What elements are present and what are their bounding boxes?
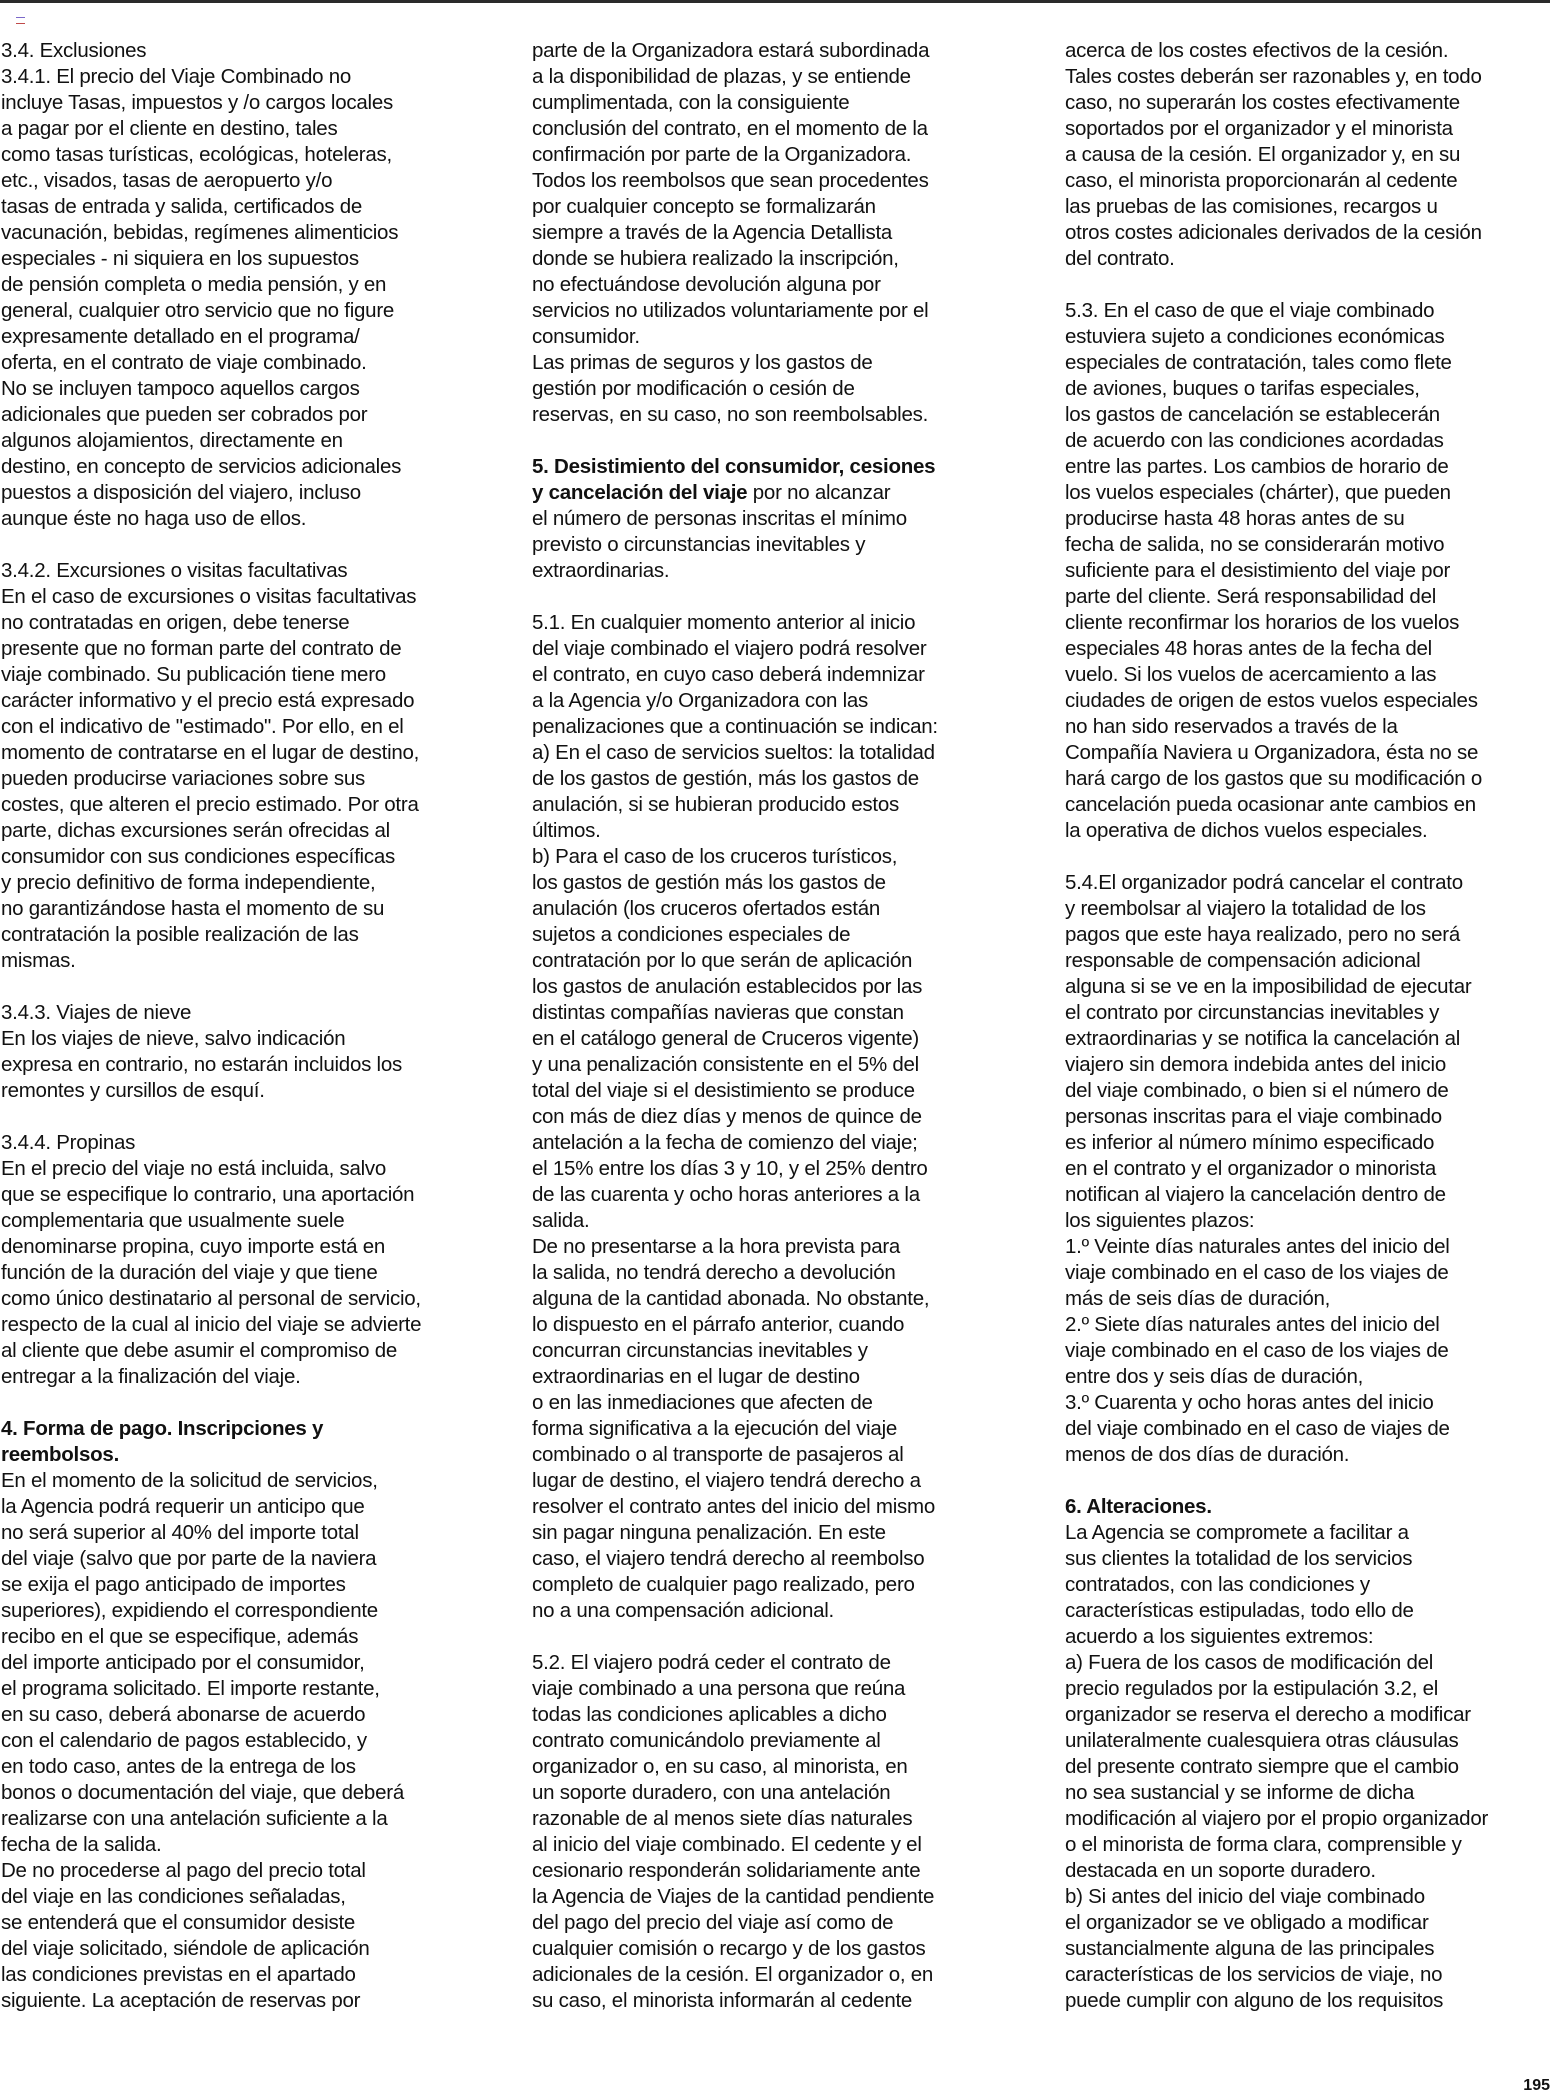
text-line: responsable de compensación adicional xyxy=(1065,949,1421,972)
text-line: con el calendario de pagos establecido, y xyxy=(1,1729,367,1752)
text-line: del viaje solicitado, siéndole de aplicación xyxy=(1,1937,370,1960)
text-line: el número de personas inscritas el mínimo xyxy=(532,507,907,530)
text-line: viaje combinado. Su publicación tiene mero xyxy=(1,663,386,686)
text-line: Las primas de seguros y los gastos de xyxy=(532,351,873,374)
text-line: sin pagar ninguna penalización. En este xyxy=(532,1521,886,1544)
text-line: como tasas turísticas, ecológicas, hoteleras, xyxy=(1,143,392,166)
text-line: vuelo. Si los vuelos de acercamiento a las xyxy=(1065,663,1437,686)
text-line: De no procederse al pago del precio total xyxy=(1,1859,366,1882)
text-line: total del viaje si el desistimiento se produce xyxy=(532,1079,915,1102)
text-line: últimos. xyxy=(532,819,601,842)
text-line: 3.4.1. El precio del Viaje Combinado no xyxy=(1,65,351,88)
text-line: hará cargo de los gastos que su modificación o xyxy=(1065,767,1482,790)
text-line: gestión por modificación o cesión de xyxy=(532,377,855,400)
text-line: del presente contrato siempre que el cambio xyxy=(1065,1755,1459,1778)
text-line: el organizador se ve obligado a modificar xyxy=(1065,1911,1429,1934)
text-line: adicionales que pueden ser cobrados por xyxy=(1,403,368,426)
text-line: fecha de salida, no se considerarán motivo xyxy=(1065,533,1445,556)
text-line: más de seis días de duración, xyxy=(1065,1287,1331,1310)
text-line: a) Fuera de los casos de modificación del xyxy=(1065,1651,1434,1674)
section-heading: reembolsos. xyxy=(1,1443,120,1466)
text-line: de los gastos de gestión, más los gastos de xyxy=(532,767,919,790)
heading-continuation: por no alcanzar xyxy=(747,481,891,504)
text-line: parte, dichas excursiones serán ofrecidas al xyxy=(1,819,390,842)
text-line: La Agencia se compromete a facilitar a xyxy=(1065,1521,1409,1544)
text-line: siguiente. La aceptación de reservas por xyxy=(1,1989,361,2012)
text-line: 5.4.El organizador podrá cancelar el contrato xyxy=(1065,871,1463,894)
text-line: pagos que este haya realizado, pero no será xyxy=(1065,923,1460,946)
text-line: Compañía Naviera u Organizadora, ésta no se xyxy=(1065,741,1479,764)
text-line: En el caso de excursiones o visitas facultativas xyxy=(1,585,417,608)
heading-line xyxy=(532,480,1022,506)
text-line: contratación la posible realización de las xyxy=(1,923,359,946)
text-line: características de los servicios de viaje, no xyxy=(1065,1963,1443,1986)
text-line: En el precio del viaje no está incluida, salvo xyxy=(1,1157,387,1180)
text-line: los siguientes plazos: xyxy=(1065,1209,1255,1232)
text-line: y precio definitivo de forma independiente, xyxy=(1,871,376,894)
section-heading: 6. Alteraciones. xyxy=(1065,1495,1212,1518)
text-column-2 xyxy=(532,38,1022,2014)
text-line: especiales - ni siquiera en los supuestos xyxy=(1,247,359,270)
text-line: suficiente para el desistimiento del viaje por xyxy=(1065,559,1451,582)
text-line: los gastos de gestión más los gastos de xyxy=(532,871,886,894)
text-line: del viaje combinado el viajero podrá resolver xyxy=(532,637,927,660)
text-line: no contratadas en origen, debe tenerse xyxy=(1,611,350,634)
text-line: parte de la Organizadora estará subordinada xyxy=(532,39,930,62)
text-line: organizador o, en su caso, al minorista, en xyxy=(532,1755,908,1778)
text-line: b) Para el caso de los cruceros turísticos, xyxy=(532,845,898,868)
text-line: servicios no utilizados voluntariamente por el xyxy=(532,299,929,322)
paragraph-gap xyxy=(1065,272,1549,298)
text-line: Todos los reembolsos que sean procedentes xyxy=(532,169,929,192)
text-line: no a una compensación adicional. xyxy=(532,1599,834,1622)
text-line: por cualquier concepto se formalizarán xyxy=(532,195,876,218)
text-line: el contrato, en cuyo caso deberá indemnizar xyxy=(532,663,925,686)
text-line: 3.4. Exclusiones xyxy=(1,39,147,62)
text-line: la Agencia podrá requerir un anticipo que xyxy=(1,1495,365,1518)
heading-line xyxy=(1,1416,491,1442)
text-line: general, cualquier otro servicio que no figure xyxy=(1,299,395,322)
text-line: De no presentarse a la hora prevista para xyxy=(532,1235,901,1258)
text-line: un soporte duradero, con una antelación xyxy=(532,1781,891,1804)
section-heading: 4. Forma de pago. Inscripciones y xyxy=(1,1417,324,1440)
text-line: puede cumplir con alguno de los requisitos xyxy=(1065,1989,1444,2012)
text-line: caso, no superarán los costes efectivamente xyxy=(1065,91,1460,114)
paragraph-gap xyxy=(1065,844,1549,870)
text-line: previsto o circunstancias inevitables y xyxy=(532,533,866,556)
text-line: a causa de la cesión. El organizador y, en su xyxy=(1065,143,1461,166)
section-heading: y cancelación del viaje xyxy=(532,481,748,504)
text-line: menos de dos días de duración. xyxy=(1065,1443,1350,1466)
text-line: entre dos y seis días de duración, xyxy=(1065,1365,1364,1388)
text-line: denominarse propina, cuyo importe está en xyxy=(1,1235,386,1258)
text-line: y una penalización consistente en el 5% del xyxy=(532,1053,919,1076)
text-line: reservas, en su caso, no son reembolsables. xyxy=(532,403,929,426)
text-line: o el minorista de forma clara, comprensible y xyxy=(1065,1833,1462,1856)
text-line: otros costes adicionales derivados de la cesión xyxy=(1065,221,1482,244)
text-line: aunque éste no haga uso de ellos. xyxy=(1,507,307,530)
text-line: momento de contratarse en el lugar de destino, xyxy=(1,741,420,764)
text-line: todas las condiciones aplicables a dicho xyxy=(532,1703,887,1726)
text-line: sus clientes la totalidad de los servicios xyxy=(1065,1547,1413,1570)
text-line: anulación, si se hubieran producido estos xyxy=(532,793,899,816)
text-line: complementaria que usualmente suele xyxy=(1,1209,345,1232)
text-line: acuerdo a los siguientes extremos: xyxy=(1065,1625,1374,1648)
text-line: cumplimentada, con la consiguiente xyxy=(532,91,850,114)
text-line: no han sido reservados a través de la xyxy=(1065,715,1398,738)
text-line: especiales 48 horas antes de la fecha del xyxy=(1065,637,1432,660)
text-line: con más de diez días y menos de quince de xyxy=(532,1105,922,1128)
text-line: función de la duración del viaje y que tiene xyxy=(1,1261,378,1284)
text-line: personas inscritas para el viaje combinado xyxy=(1065,1105,1442,1128)
text-line: las pruebas de las comisiones, recargos u xyxy=(1065,195,1438,218)
text-line: alguna de la cantidad abonada. No obstante, xyxy=(532,1287,930,1310)
text-line: contrato comunicándolo previamente al xyxy=(532,1729,881,1752)
text-line: extraordinarias. xyxy=(532,559,670,582)
text-line: antelación a la fecha de comienzo del viaje; xyxy=(532,1131,918,1154)
page-number: 195 xyxy=(1523,2077,1550,2094)
paragraph-gap xyxy=(1,974,491,1000)
text-line: sustancialmente alguna de las principales xyxy=(1065,1937,1435,1960)
text-line: adicionales de la cesión. El organizador o, en xyxy=(532,1963,934,1986)
text-line: de pensión completa o media pensión, y en xyxy=(1,273,387,296)
text-line: costes, que alteren el precio estimado. Por otra xyxy=(1,793,419,816)
text-line: se entenderá que el consumidor desiste xyxy=(1,1911,356,1934)
text-line: no sea sustancial y se informe de dicha xyxy=(1065,1781,1415,1804)
text-line: salida. xyxy=(532,1209,590,1232)
text-line: al inicio del viaje combinado. El cedente y el xyxy=(532,1833,922,1856)
text-line: en el catálogo general de Cruceros vigente) xyxy=(532,1027,919,1050)
text-line: del viaje combinado, o bien si el número de xyxy=(1065,1079,1449,1102)
text-line: la Agencia de Viajes de la cantidad pendiente xyxy=(532,1885,935,1908)
paragraph-gap xyxy=(1,532,491,558)
text-line: en su caso, deberá abonarse de acuerdo xyxy=(1,1703,366,1726)
text-line: sujetos a condiciones especiales de xyxy=(532,923,851,946)
text-line: en el contrato y el organizador o minorista xyxy=(1065,1157,1436,1180)
text-line: consumidor con sus condiciones específicas xyxy=(1,845,396,868)
text-line: presente que no forman parte del contrato de xyxy=(1,637,402,660)
text-line: en todo caso, antes de la entrega de los xyxy=(1,1755,356,1778)
heading-line xyxy=(532,454,1022,480)
text-line: cualquier comisión o recargo y de los gastos xyxy=(532,1937,926,1960)
text-line: expresamente detallado en el programa/ xyxy=(1,325,360,348)
text-line: consumidor. xyxy=(532,325,640,348)
text-line: la operativa de dichos vuelos especiales. xyxy=(1065,819,1428,842)
text-line: de las cuarenta y ocho horas anteriores a la xyxy=(532,1183,920,1206)
text-line: fecha de la salida. xyxy=(1,1833,162,1856)
text-line: bonos o documentación del viaje, que deberá xyxy=(1,1781,404,1804)
text-line: entregar a la finalización del viaje. xyxy=(1,1365,301,1388)
text-line: organizador se reserva el derecho a modificar xyxy=(1065,1703,1471,1726)
text-line: acerca de los costes efectivos de la cesión. xyxy=(1065,39,1449,62)
text-line: etc., visados, tasas de aeropuerto y/o xyxy=(1,169,333,192)
text-line: viajero sin demora indebida antes del inicio xyxy=(1065,1053,1447,1076)
text-line: confirmación por parte de la Organizadora. xyxy=(532,143,912,166)
text-line: no efectuándose devolución alguna por xyxy=(532,273,881,296)
text-line: tasas de entrada y salida, certificados de xyxy=(1,195,362,218)
text-line: recibo en el que se especifique, además xyxy=(1,1625,359,1648)
text-line: a pagar por el cliente en destino, tales xyxy=(1,117,338,140)
text-line: como único destinatario al personal de servicio, xyxy=(1,1287,421,1310)
text-line: forma significativa a la ejecución del viaje xyxy=(532,1417,898,1440)
text-line: viaje combinado en el caso de los viajes de xyxy=(1065,1261,1449,1284)
text-line: algunos alojamientos, directamente en xyxy=(1,429,343,452)
text-line: parte del cliente. Será responsabilidad del xyxy=(1065,585,1437,608)
paragraph-gap xyxy=(532,584,1022,610)
text-line: distintas compañías navieras que constan xyxy=(532,1001,904,1024)
paragraph-gap xyxy=(532,1624,1022,1650)
text-line: que se especifique lo contrario, una aportación xyxy=(1,1183,415,1206)
text-line: de acuerdo con las condiciones acordadas xyxy=(1065,429,1444,452)
text-line: 3.º Cuarenta y ocho horas antes del inicio xyxy=(1065,1391,1434,1414)
text-line: b) Si antes del inicio del viaje combinado xyxy=(1065,1885,1425,1908)
text-line: 2.º Siete días naturales antes del inicio del xyxy=(1065,1313,1440,1336)
text-line: la salida, no tendrá derecho a devolución xyxy=(532,1261,896,1284)
text-line: cliente reconfirmar los horarios de los vuelos xyxy=(1065,611,1460,634)
text-column-3 xyxy=(1065,38,1549,2014)
text-line: cancelación pueda ocasionar ante cambios en xyxy=(1065,793,1476,816)
section-heading: 5. Desistimiento del consumidor, cesiones xyxy=(532,455,936,478)
text-line: del viaje combinado en el caso de viajes de xyxy=(1065,1417,1450,1440)
text-line: unilateralmente cualesquiera otras cláusulas xyxy=(1065,1729,1459,1752)
text-line: es inferior al número mínimo especificado xyxy=(1065,1131,1435,1154)
paragraph-gap xyxy=(1065,1468,1549,1494)
text-line: a) En el caso de servicios sueltos: la totalidad xyxy=(532,741,935,764)
text-line: el contrato por circunstancias inevitables y xyxy=(1065,1001,1440,1024)
text-line: producirse hasta 48 horas antes de su xyxy=(1065,507,1405,530)
text-line: 5.2. El viajero podrá ceder el contrato de xyxy=(532,1651,891,1674)
text-line: con el indicativo de "estimado". Por ello, en el xyxy=(1,715,404,738)
heading-line xyxy=(1,1442,491,1468)
text-line: razonable de al menos siete días naturales xyxy=(532,1807,913,1830)
text-line: lo dispuesto en el párrafo anterior, cuando xyxy=(532,1313,905,1336)
text-line: de aviones, buques o tarifas especiales, xyxy=(1065,377,1420,400)
text-line: contratación por lo que serán de aplicación xyxy=(532,949,913,972)
text-line: expresa en contrario, no estarán incluidos los xyxy=(1,1053,403,1076)
text-line: su caso, el minorista informarán al cedente xyxy=(532,1989,913,2012)
text-line: las condiciones previstas en el apartado xyxy=(1,1963,356,1986)
text-line: resolver el contrato antes del inicio del mismo xyxy=(532,1495,935,1518)
text-line: caso, el minorista proporcionarán al cedente xyxy=(1065,169,1458,192)
text-line: los gastos de anulación establecidos por las xyxy=(532,975,923,998)
text-line: penalizaciones que a continuación se indican: xyxy=(532,715,938,738)
text-line: del importe anticipado por el consumidor, xyxy=(1,1651,365,1674)
text-line: viaje combinado a una persona que reúna xyxy=(532,1677,906,1700)
text-line: viaje combinado en el caso de los viajes de xyxy=(1065,1339,1449,1362)
text-line: remontes y cursillos de esquí. xyxy=(1,1079,265,1102)
text-line: caso, el viajero tendrá derecho al reembolso xyxy=(532,1547,925,1570)
text-line: del pago del precio del viaje así como de xyxy=(532,1911,894,1934)
text-line: cesionario responderán solidariamente ante xyxy=(532,1859,921,1882)
text-line: soportados por el organizador y el minorista xyxy=(1065,117,1453,140)
text-line: del contrato. xyxy=(1065,247,1175,270)
text-line: el programa solicitado. El importe restante, xyxy=(1,1677,380,1700)
paragraph-gap xyxy=(1,1390,491,1416)
text-line: siempre a través de la Agencia Detallista xyxy=(532,221,893,244)
text-line: especiales de contratación, tales como flete xyxy=(1065,351,1452,374)
heading-line xyxy=(1065,1494,1549,1520)
text-line: realizarse con una antelación suficiente a la xyxy=(1,1807,388,1830)
text-line: se exija el pago anticipado de importes xyxy=(1,1573,346,1596)
text-line: 3.4.2. Excursiones o visitas facultativas xyxy=(1,559,348,582)
text-line: En el momento de la solicitud de servicios, xyxy=(1,1469,378,1492)
text-line: destino, en concepto de servicios adicionales xyxy=(1,455,402,478)
text-line: En los viajes de nieve, salvo indicación xyxy=(1,1027,346,1050)
text-line: el 15% entre los días 3 y 10, y el 25% dentro xyxy=(532,1157,928,1180)
text-line: completo de cualquier pago realizado, pero xyxy=(532,1573,915,1596)
top-rule xyxy=(0,0,1550,3)
text-line: respecto de la cual al inicio del viaje se advierte xyxy=(1,1313,422,1336)
text-line: extraordinarias en el lugar de destino xyxy=(532,1365,860,1388)
text-line: 3.4.3. Viajes de nieve xyxy=(1,1001,192,1024)
text-line: No se incluyen tampoco aquellos cargos xyxy=(1,377,360,400)
text-line: concurran circunstancias inevitables y xyxy=(532,1339,868,1362)
text-line: puestos a disposición del viajero, incluso xyxy=(1,481,361,504)
text-line: extraordinarias y se notifica la cancelación al xyxy=(1065,1027,1461,1050)
text-line: no será superior al 40% del importe total xyxy=(1,1521,359,1544)
text-line: Tales costes deberán ser razonables y, en todo xyxy=(1065,65,1482,88)
text-column-1 xyxy=(1,38,491,2014)
text-line: oferta, en el contrato de viaje combinado. xyxy=(1,351,367,374)
text-line: ciudades de origen de estos vuelos especiales xyxy=(1065,689,1478,712)
text-line: del viaje (salvo que por parte de la naviera xyxy=(1,1547,377,1570)
text-line: al cliente que debe asumir el compromiso de xyxy=(1,1339,398,1362)
text-line: precio regulados por la estipulación 3.2, el xyxy=(1065,1677,1439,1700)
text-line: estuviera sujeto a condiciones económicas xyxy=(1065,325,1445,348)
text-line: los vuelos especiales (chárter), que pueden xyxy=(1065,481,1451,504)
text-line: superiores), expidiendo el correspondiente xyxy=(1,1599,378,1622)
text-line: anulación (los cruceros ofertados están xyxy=(532,897,881,920)
text-line: alguna si se ve en la imposibilidad de ejecutar xyxy=(1065,975,1472,998)
text-line: del viaje en las condiciones señaladas, xyxy=(1,1885,346,1908)
text-line: destacada en un soporte duradero. xyxy=(1065,1859,1376,1882)
text-line: no garantizándose hasta el momento de su xyxy=(1,897,385,920)
text-line: modificación al viajero por el propio organizador xyxy=(1065,1807,1489,1830)
text-line: lugar de destino, el viajero tendrá derecho a xyxy=(532,1469,921,1492)
text-line: a la Agencia y/o Organizadora con las xyxy=(532,689,869,712)
text-line: notifican al viajero la cancelación dentro de xyxy=(1065,1183,1446,1206)
text-line: entre las partes. Los cambios de horario de xyxy=(1065,455,1449,478)
text-line: 5.3. En el caso de que el viaje combinado xyxy=(1065,299,1435,322)
text-line: incluye Tasas, impuestos y /o cargos locales xyxy=(1,91,393,114)
text-line: 5.1. En cualquier momento anterior al inicio xyxy=(532,611,916,634)
text-line: donde se hubiera realizado la inscripción, xyxy=(532,247,899,270)
text-line: carácter informativo y el precio está expresado xyxy=(1,689,415,712)
text-line: características estipuladas, todo ello de xyxy=(1065,1599,1414,1622)
paragraph-gap xyxy=(532,428,1022,454)
text-line: a la disponibilidad de plazas, y se entiende xyxy=(532,65,911,88)
paragraph-gap xyxy=(1,1104,491,1130)
text-line: y reembolsar al viajero la totalidad de los xyxy=(1065,897,1426,920)
text-line: mismas. xyxy=(1,949,76,972)
text-line: 1.º Veinte días naturales antes del inicio del xyxy=(1065,1235,1450,1258)
text-line: combinado o al transporte de pasajeros al xyxy=(532,1443,904,1466)
corner-mark xyxy=(16,17,25,24)
text-line: los gastos de cancelación se establecerán xyxy=(1065,403,1440,426)
text-line: 3.4.4. Propinas xyxy=(1,1131,136,1154)
text-line: vacunación, bebidas, regímenes alimenticios xyxy=(1,221,399,244)
text-line: contratados, con las condiciones y xyxy=(1065,1573,1370,1596)
text-line: pueden producirse variaciones sobre sus xyxy=(1,767,366,790)
text-line: o en las inmediaciones que afecten de xyxy=(532,1391,873,1414)
text-line: conclusión del contrato, en el momento de la xyxy=(532,117,928,140)
